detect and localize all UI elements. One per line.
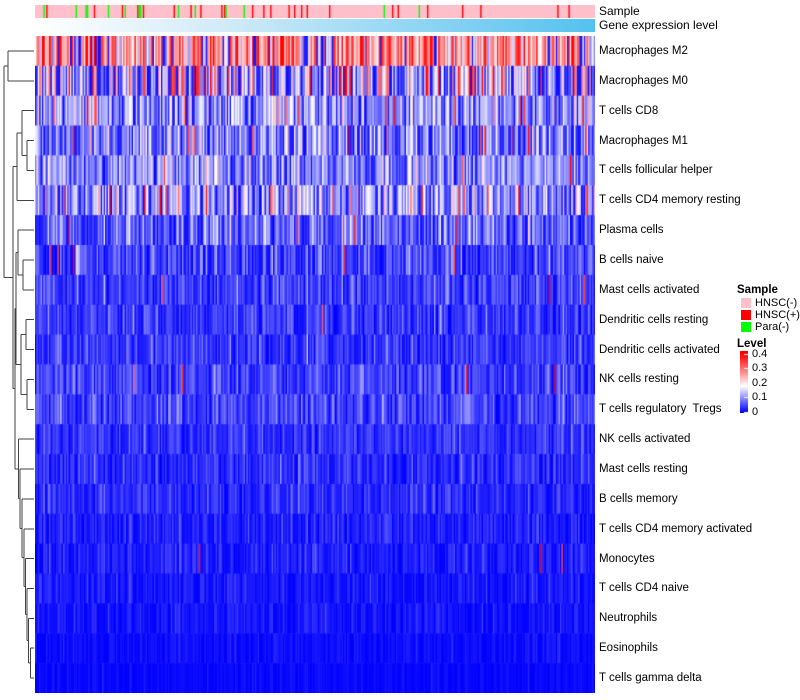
row-label: B cells memory (599, 492, 678, 505)
legend-sample-items (737, 297, 799, 333)
row-label: T cells follicular helper (599, 164, 713, 177)
level-colorbar-wrap (737, 347, 799, 418)
legend-item-label: HNSC(-) (755, 297, 798, 309)
sample-track-label: Sample (599, 4, 640, 18)
row-label: Macrophages M0 (599, 74, 688, 87)
row-label: T cells regulatory Tregs (599, 403, 722, 416)
row-label: NK cells resting (599, 373, 679, 386)
legend-sample-item (737, 309, 799, 321)
level-tick-label: 0.1 (752, 391, 768, 404)
legend-sample-item (737, 297, 799, 309)
legend-sample-item (737, 321, 799, 333)
heatmap-canvas (35, 36, 595, 693)
row-label: T cells CD4 memory activated (599, 522, 753, 535)
legend-swatch (741, 322, 751, 332)
level-tick-label: 0 (752, 406, 759, 418)
row-label: Mast cells activated (599, 283, 700, 296)
level-tick-label: 0.3 (752, 362, 768, 375)
level-colorbar (740, 351, 748, 413)
legend-item-label: HNSC(+) (755, 309, 800, 321)
sample-annotation-track (35, 5, 595, 18)
legend-level-title: Level (737, 338, 767, 350)
expression-track-label: Gene expression level (599, 18, 718, 32)
row-label: B cells naive (599, 253, 664, 266)
row-label: Mast cells resting (599, 463, 688, 476)
row-label: Dendritic cells resting (599, 313, 709, 326)
row-label: Eosinophils (599, 642, 658, 655)
row-label: Monocytes (599, 552, 655, 565)
row-label: T cells CD4 memory resting (599, 194, 741, 207)
legend-item-label: Para(-) (755, 321, 790, 333)
row-label: Neutrophils (599, 612, 658, 625)
level-tick-label: 0.4 (752, 347, 768, 360)
row-label: T cells CD4 naive (599, 582, 689, 595)
expression-annotation-track (35, 19, 595, 32)
row-label: Plasma cells (599, 224, 664, 237)
legend-sample-title: Sample (737, 284, 778, 296)
legend-swatch (741, 298, 751, 308)
row-label: Dendritic cells activated (599, 343, 720, 356)
row-label: Macrophages M2 (599, 44, 688, 57)
row-dendrogram (0, 0, 36, 700)
row-label: NK cells activated (599, 433, 691, 446)
row-label: Macrophages M1 (599, 134, 688, 147)
legend-swatch (741, 310, 751, 320)
legend (737, 284, 800, 418)
level-tick-label: 0.2 (752, 376, 768, 389)
row-label: T cells CD8 (599, 104, 659, 117)
row-label: T cells gamma delta (599, 672, 702, 685)
